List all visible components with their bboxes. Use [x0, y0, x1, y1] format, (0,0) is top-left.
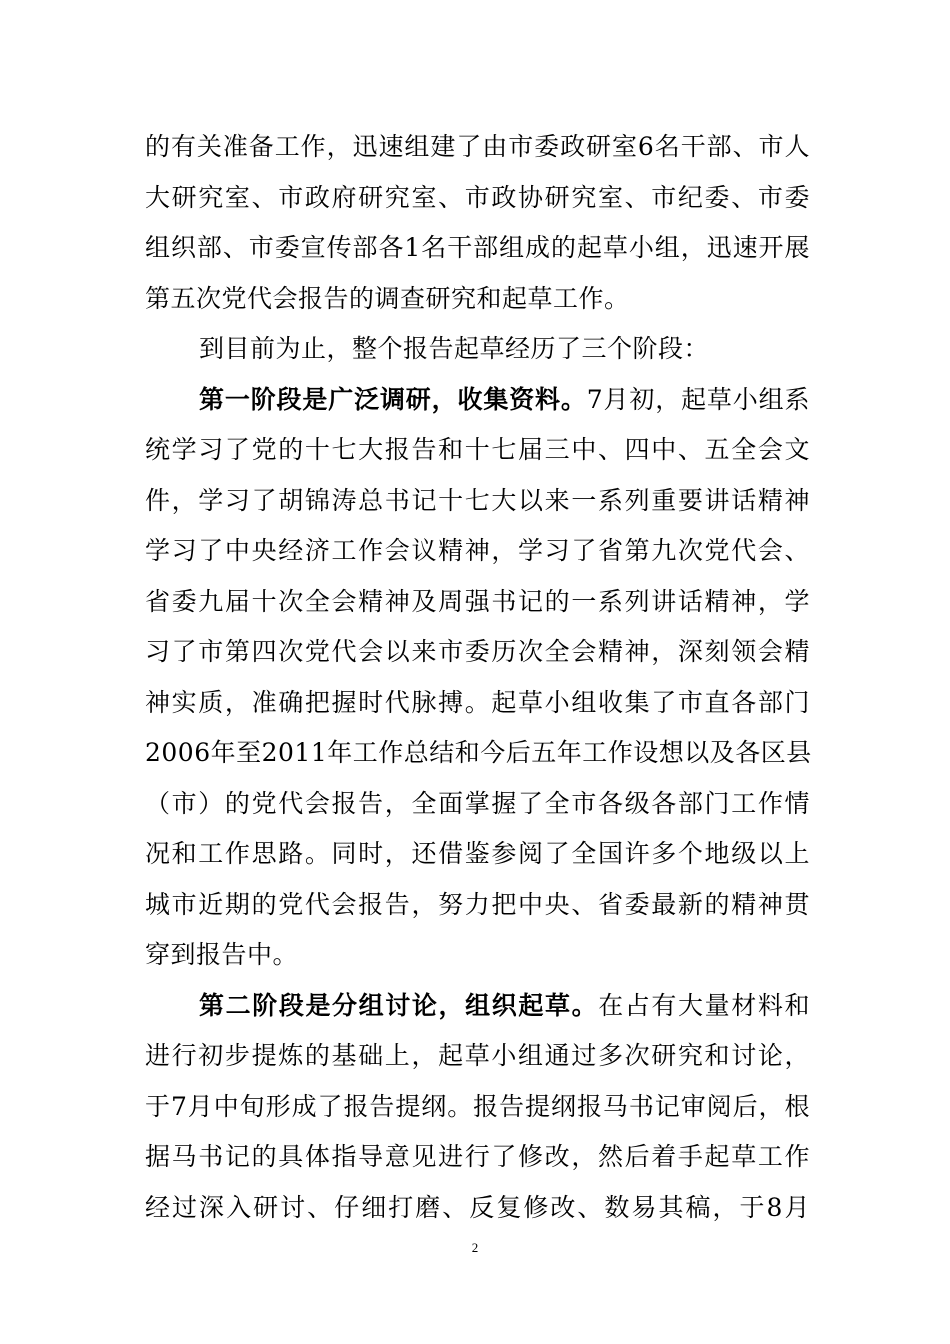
- body-text-segment: 于7月中旬形成了报告提纲。报告提纲报马书记审阅后，根: [145, 1091, 810, 1121]
- body-text-segment: 件，学习了胡锦涛总书记十七大以来一系列重要讲话精神: [145, 485, 810, 515]
- text-line: [145, 981, 810, 1032]
- text-line: [145, 728, 810, 779]
- body-text-segment: 城市近期的党代会报告，努力把中央、省委最新的精神贯: [145, 889, 810, 919]
- text-line: [145, 375, 810, 426]
- page-number: 2: [471, 1240, 479, 1255]
- text-line: [145, 274, 810, 325]
- bold-heading-text: 第一阶段是广泛调研，收集资料。: [199, 384, 587, 414]
- text-line: [145, 577, 810, 628]
- body-text-segment: （市）的党代会报告，全面掌握了全市各级各部门工作情: [145, 788, 810, 818]
- text-line: [145, 779, 810, 830]
- body-text-segment: 穿到报告中。: [145, 940, 299, 969]
- text-line: [145, 1183, 810, 1234]
- body-text-segment: 神实质，准确把握时代脉搏。起草小组收集了市直各部门: [145, 687, 810, 717]
- body-text-segment: 7月初，起草小组系: [586, 384, 810, 414]
- text-line: [145, 324, 810, 375]
- body-text-segment: 到目前为止，整个报告起草经历了三个阶段：: [199, 334, 710, 363]
- body-text-segment: 据马书记的具体指导意见进行了修改，然后着手起草工作: [145, 1142, 810, 1171]
- text-line: [145, 476, 810, 527]
- bold-heading-text: 第二阶段是分组讨论，组织起草。: [199, 990, 599, 1020]
- body-text-segment: 组织部、市委宣传部各1名干部组成的起草小组，迅速开展: [145, 233, 810, 262]
- text-line: [145, 1031, 810, 1082]
- text-line: [145, 930, 810, 981]
- body-text-segment: 学习了中央经济工作会议精神，学习了省第九次党代会、: [145, 536, 810, 565]
- text-line: [145, 173, 810, 224]
- text-line: [145, 678, 810, 729]
- text-line: [145, 1082, 810, 1133]
- body-text-segment: 统学习了党的十七大报告和十七届三中、四中、五全会文: [145, 435, 810, 464]
- text-line: [145, 223, 810, 274]
- body-text-segment: 习了市第四次党代会以来市委历次全会精神，深刻领会精: [145, 637, 810, 666]
- body-text-segment: 经过深入研讨、仔细打磨、反复修改、数易其稿，于8月: [145, 1192, 810, 1222]
- text-line: [145, 880, 810, 931]
- body-text-segment: 进行初步提炼的基础上，起草小组通过多次研究和讨论，: [145, 1041, 810, 1070]
- text-line: [145, 829, 810, 880]
- text-line: [145, 526, 810, 577]
- text-line: [145, 122, 810, 173]
- text-line: [145, 425, 810, 476]
- body-text-segment: 2006年至2011年工作总结和今后五年工作设想以及各区县: [145, 738, 812, 767]
- body-text-segment: 省委九届十次全会精神及周强书记的一系列讲话精神，学: [145, 586, 810, 616]
- text-line: [145, 627, 810, 678]
- body-text: [145, 122, 810, 1233]
- body-text-segment: 大研究室、市政府研究室、市政协研究室、市纪委、市委: [145, 182, 810, 212]
- body-text-segment: 在占有大量材料和: [598, 990, 810, 1020]
- body-text-segment: 的有关准备工作，迅速组建了由市委政研室6名干部、市人: [145, 132, 810, 161]
- body-text-segment: 第五次党代会报告的调查研究和起草工作。: [145, 283, 630, 313]
- body-text-segment: 况和工作思路。同时，还借鉴参阅了全国许多个地级以上: [145, 839, 810, 868]
- text-line: [145, 1132, 810, 1183]
